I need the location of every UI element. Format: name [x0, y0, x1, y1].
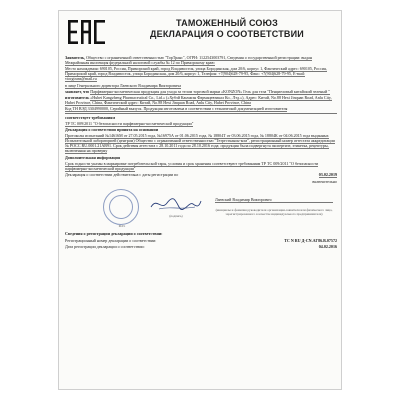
declares-text: Парфюмерно-косметическая продукция для ухода за телом торговой марки «KONZON» Гель для тела "Пенциеловый китайский зеленый "	[90, 88, 330, 94]
applicant-label: Заявитель,	[65, 55, 86, 60]
reg-number-value: ТС N RU Д-CN.AГ86.В.07572	[284, 237, 337, 243]
handwritten-signature-icon	[149, 195, 203, 213]
validity-date: 03.02.2019	[318, 172, 337, 178]
applicant-text: Общество с ограниченной ответственностью "ТорТранс", ОГРН: 1122543003791, Сведения о государственной регистрации: выдан Межрайонная инспекция федеральной налоговой службы № 12 по Приморскому краю	[65, 55, 312, 66]
reg-date-label: Дата регистрации декларации о соответствии:	[65, 243, 145, 249]
declares-section	[65, 89, 337, 94]
applicant-person: в лице Генерального директора Лаевского Владимира Викторовича	[65, 82, 182, 88]
validity-text: Декларация о соответствии действительна с даты регистрации по	[65, 172, 179, 178]
title-declaration: ДЕКЛАРАЦИЯ О СООТВЕТСТВИИ	[150, 29, 304, 39]
manufacturer-section	[65, 95, 337, 105]
applicant-section	[65, 55, 337, 65]
signature-block	[65, 187, 337, 231]
document-title	[115, 18, 339, 40]
signer-caption: (инициалы и фамилия руководителя организации-заявителя или физического лица, зарегистрированного в качестве индивидуального предпринимателя)	[215, 208, 333, 217]
validity-line	[65, 172, 337, 178]
requirements-section	[65, 115, 337, 120]
basis-section	[65, 127, 337, 132]
additional-text: Срок годности указан в маркировке потребительской тары, условия и срок хранения соответствуют требованиям ТР ТС 009/2011 "О безопасности парфюмерно-косметической продукции"	[65, 160, 319, 171]
registration-number-row	[65, 238, 337, 243]
manufacturer-label: изготовитель	[65, 95, 90, 101]
declaration-document	[58, 10, 342, 390]
registration-info: Сведения о регистрации декларации о соответствии:	[65, 231, 163, 237]
document-body	[65, 55, 337, 250]
additional-section	[65, 155, 337, 160]
additional-label: Дополнительная информация	[65, 154, 121, 160]
reg-date-value: 04.02.2016	[318, 243, 337, 249]
manufacturer-text: «Hubei Kangzheng Pharmaceutical Co., Ltd.» («Хубэй Канчжэн Фармацевтикал Ко., Лтд.»), Адрес: Китай, No.88 Hexi Jinquan Road, Anlu City, Hubei Province, China, Фактический адрес: Китай, No.88 Hexi Jinquan Road, Anlu City, Hubei Province, China	[65, 95, 332, 106]
applicant-address: Место нахождения: 690105, Россия, Приморский край, город Владивосток, улица Бородинская, дом 20/6, корпус 1, Фактический адрес: 690105, Россия, Приморский край, город Владивосток, улица Бородинская, дом 20/6, корпус 1, Телефон: +7(904)628-79-95, Факс: +7(904)628-79-95, E-mail: vtorgtrans@mail.ru	[65, 66, 327, 82]
stamp-icon	[103, 189, 139, 225]
reg-number-label: Регистрационный номер декларации о соответствии:	[65, 237, 157, 243]
requirements-text: ТР ТС 009/2011 "О безопасности парфюмерно-косметической продукции"	[65, 120, 194, 126]
stamp-caption: М.П.	[118, 224, 126, 229]
signer-name: Лаевский Владимир Викторович	[215, 197, 333, 203]
eac-mark-icon	[65, 17, 109, 47]
basis-text: Протоколы испытаний №14616М от 27.05.2015 года, №16975А от 01.06.2015 года, № 18804Т от 03.06.2015 года, № 18804К от 04.06.2015 года выданных Испытательной лабораторией (центром) Общество с ограниченной ответственностью "Тезрестканон-ком", регистрационный номер аттестата аккредитации № РОСС RU.0001.21АВ91. Срок действия аттестата с 28.10.2011 года по 28.10.2016 года; продукция была подвергнута экспертизе, этикетка, рецептуры, включенная на проверку	[65, 133, 335, 154]
sign-caption: (подпись)	[169, 214, 183, 219]
requirements-label: соответствует требованиям	[65, 114, 116, 120]
validity-suffix: включительно	[312, 179, 337, 185]
title-union: ТАМОЖЕННЫЙ СОЮЗ	[176, 18, 278, 28]
registration-date-row	[65, 244, 337, 249]
declares-label: заявляет, что	[65, 88, 90, 94]
basis-label: Декларация о соответствии принята на основании	[65, 127, 159, 133]
manufacturer-code: Код ТН ВЭД 3304990000, Серийный выпуск. Продукция изготовлена в соответствии с технической документацией изготовителя	[65, 106, 288, 112]
